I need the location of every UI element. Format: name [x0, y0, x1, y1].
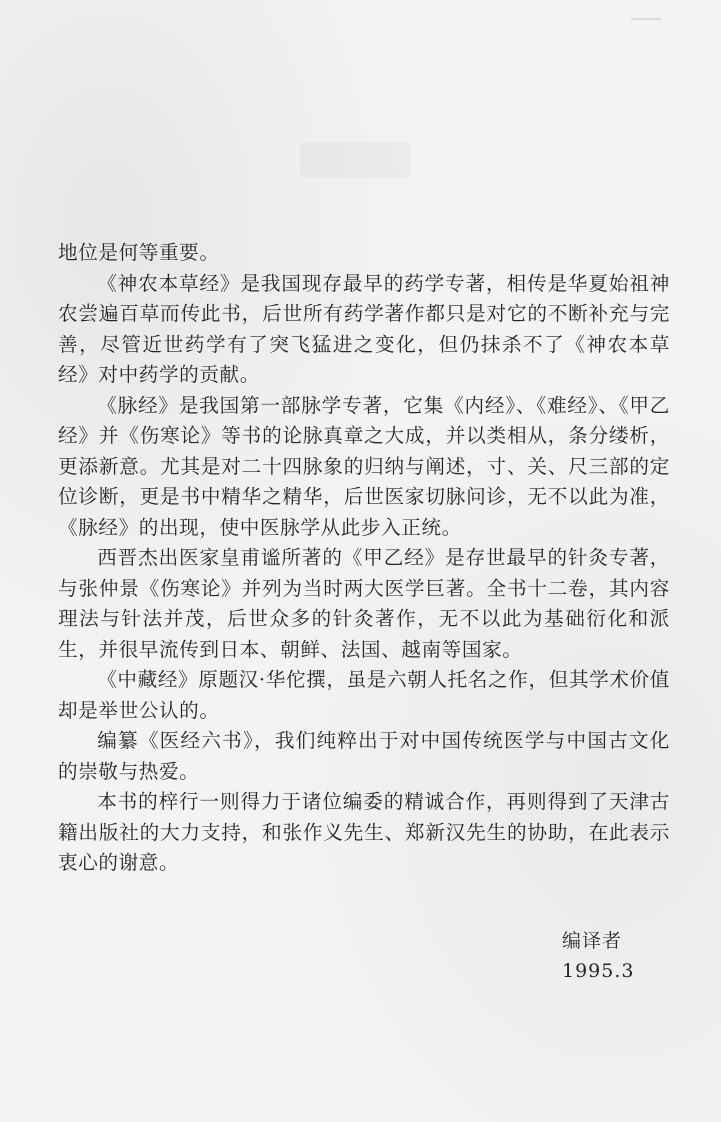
- paragraph-shennong-bencao: 《神农本草经》是我国现存最早的药学专著，相传是华夏始祖神农尝遍百草而传此书，后世所有药学著作都只是对它的不断补充与完善，尽管近世药学有了突飞猛进之变化，但仍抹杀不了《神农本草经》对中药学的贡献。: [58, 271, 670, 386]
- paragraph-maijing: 《脉经》是我国第一部脉学专著，它集《内经》、《难经》、《甲乙经》并《伤寒论》等书的论脉真章之大成，并以类相从，条分缕析，更添新意。尤其是对二十四脉象的归纳与阐述，寸、关、尺三部的定位诊断，更是书中精华之精华，后世医家切脉问诊，无不以此为准，《脉经》的出现，使中医脉学从此步入正统。: [58, 393, 670, 539]
- signature-block: [562, 926, 634, 986]
- paragraph-compilation: 编纂《医经六书》，我们纯粹出于对中国传统医学与中国古文化的崇敬与热爱。: [58, 729, 670, 783]
- bleed-through-shadow: [300, 142, 410, 178]
- scan-edge-mark: [631, 18, 661, 20]
- signature-author: 编译者: [562, 930, 623, 952]
- paragraph-continuation: 地位是何等重要。: [58, 241, 220, 264]
- paragraph-zhongzangjing: 《中藏经》原题汉·华佗撰，虽是六朝人托名之作，但其学术价值却是举世公认的。: [58, 668, 670, 722]
- paragraph-jiayijing: 西晋杰出医家皇甫谧所著的《甲乙经》是存世最早的针灸专著，与张仲景《伤寒论》并列为当时两大医学巨著。全书十二卷，其内容理法与针法并茂，后世众多的针灸著作，无不以此为基础衍化和派生，并很早流传到日本、朝鲜、法国、越南等国家。: [58, 546, 670, 661]
- signature-date: 1995.3: [562, 960, 635, 982]
- paragraph-acknowledgement: 本书的梓行一则得力于诸位编委的精诚合作，再则得到了天津古籍出版社的大力支持，和张作义先生、郑新汉先生的协助，在此表示衷心的谢意。: [58, 790, 670, 874]
- preface-body: [58, 238, 670, 879]
